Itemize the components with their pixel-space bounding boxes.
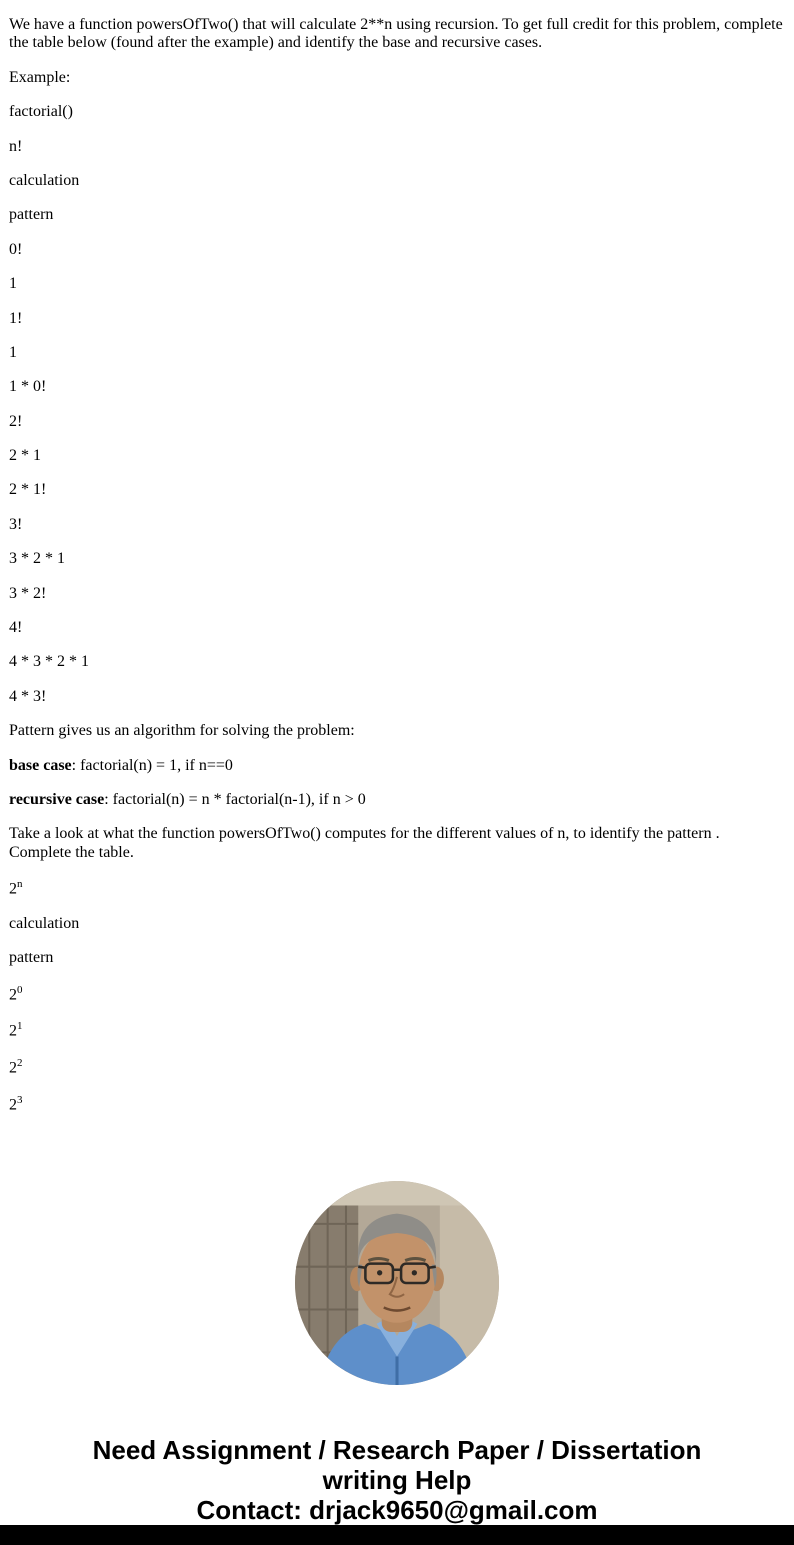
powers-header bbox=[9, 878, 785, 899]
recursive-case-line bbox=[9, 791, 785, 809]
powers-table-line bbox=[9, 984, 785, 1005]
power-exponent: 3 bbox=[17, 1093, 23, 1106]
tutor-photo-illustration bbox=[295, 1181, 499, 1385]
factorial-table-line: 0! bbox=[9, 240, 23, 258]
power-exponent: 0 bbox=[17, 983, 23, 996]
tutor-photo-container bbox=[0, 1181, 794, 1385]
powers-header-base: 2 bbox=[9, 880, 17, 898]
factorial-table-line: 1 * 0! bbox=[9, 378, 47, 396]
bottom-black-bar bbox=[0, 1525, 794, 1545]
powers-table-line bbox=[9, 1057, 785, 1078]
promo-line-1: Need Assignment / Research Paper / Dissertation bbox=[92, 1434, 702, 1465]
power-base: 2 bbox=[9, 1059, 17, 1077]
example-label: Example: bbox=[9, 68, 71, 86]
factorial-table-line: 1! bbox=[9, 309, 23, 327]
factorial-table-line: 1 bbox=[9, 343, 17, 361]
factorial-table-line: 3 * 2 * 1 bbox=[9, 550, 65, 568]
factorial-table-line: 1 bbox=[9, 275, 17, 293]
powers-table-label: calculation bbox=[9, 914, 80, 932]
power-exponent: 2 bbox=[17, 1057, 23, 1070]
powers-intro: Take a look at what the function powersOfTwo() computes for the different values of n, to identify the pattern . Complete the table. bbox=[9, 825, 720, 861]
power-base: 2 bbox=[9, 985, 17, 1003]
factorial-table-line: 4! bbox=[9, 619, 23, 637]
base-case-line bbox=[9, 757, 785, 775]
tutor-photo bbox=[295, 1181, 499, 1385]
promo-contact-email: Contact: drjack9650@gmail.com bbox=[196, 1494, 598, 1525]
power-base: 2 bbox=[9, 1022, 17, 1040]
base-case-definition: : factorial(n) = 1, if n==0 bbox=[71, 756, 233, 774]
powers-table-line bbox=[9, 1020, 785, 1041]
intro-paragraph: We have a function powersOfTwo() that will calculate 2**n using recursion. To get full credit for this problem, complete the table below (found after the example) and identify the base and recursive cases. bbox=[9, 16, 783, 52]
factorial-table-line: pattern bbox=[9, 206, 54, 224]
factorial-title: factorial() bbox=[9, 103, 73, 121]
base-case-term: base case bbox=[9, 756, 72, 774]
factorial-table-line: 3! bbox=[9, 515, 23, 533]
factorial-table-line: 2 * 1 bbox=[9, 447, 41, 465]
promo-heading bbox=[0, 1435, 794, 1525]
powers-header-exponent: n bbox=[17, 878, 23, 891]
powers-table-label: pattern bbox=[9, 949, 54, 967]
factorial-table-line: 4 * 3! bbox=[9, 687, 47, 705]
factorial-table-line: 2 * 1! bbox=[9, 481, 47, 499]
factorial-table-line: 4 * 3 * 2 * 1 bbox=[9, 653, 89, 671]
recursive-case-definition: : factorial(n) = n * factorial(n-1), if n > 0 bbox=[104, 790, 366, 808]
pattern-intro: Pattern gives us an algorithm for solving the problem: bbox=[9, 722, 355, 740]
factorial-table-line: n! bbox=[9, 137, 23, 155]
recursive-case-term: recursive case bbox=[9, 790, 105, 808]
promo-line-2: writing Help bbox=[322, 1464, 472, 1495]
factorial-table-line: 2! bbox=[9, 412, 23, 430]
factorial-table-line: 3 * 2! bbox=[9, 584, 47, 602]
power-base: 2 bbox=[9, 1096, 17, 1114]
powers-table-line bbox=[9, 1094, 785, 1115]
power-exponent: 1 bbox=[17, 1020, 23, 1033]
factorial-table-line: calculation bbox=[9, 171, 80, 189]
